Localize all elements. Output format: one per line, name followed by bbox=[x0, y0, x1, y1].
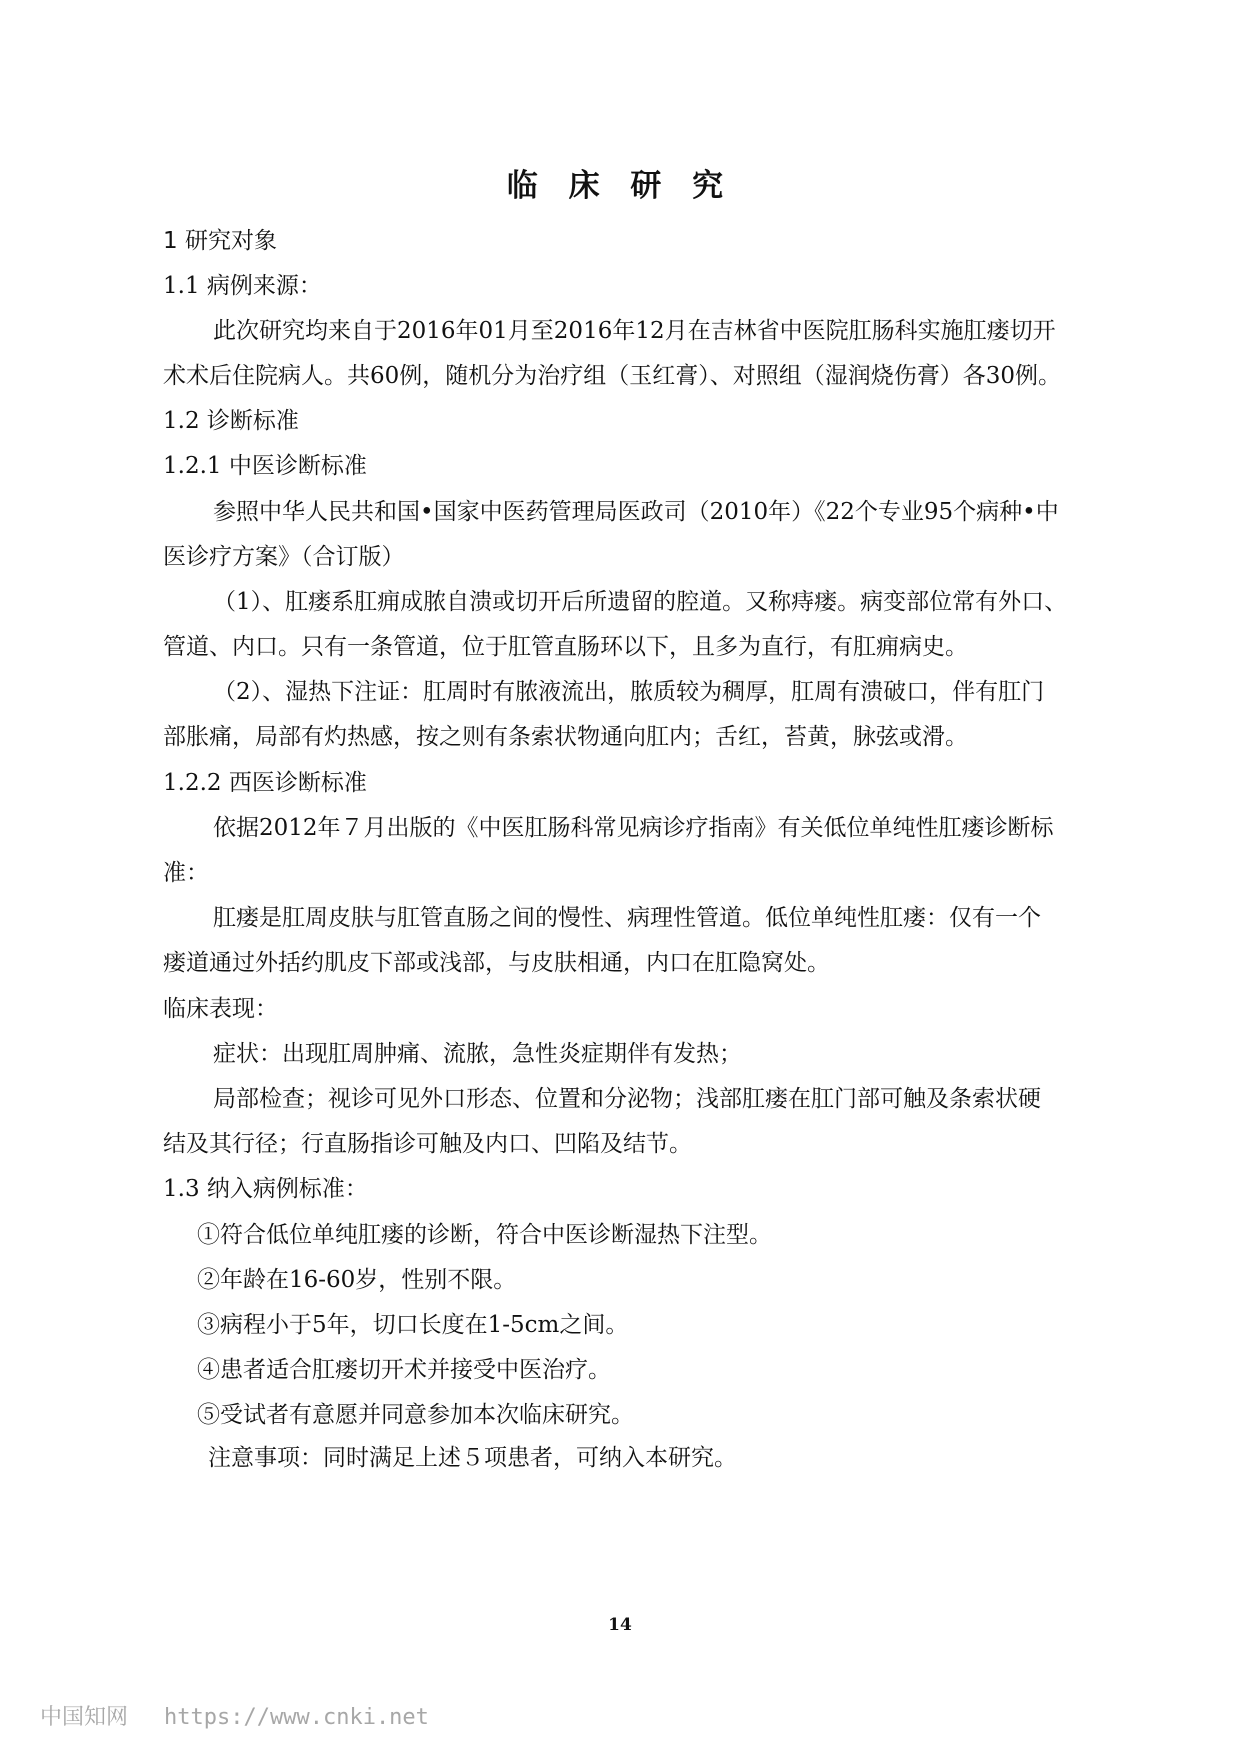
paragraph-line: 部胀痛，局部有灼热感，按之则有条索状物通向肛内；舌红，苔黄，脉弦或滑。 bbox=[163, 724, 968, 750]
label-line: 临床表现： bbox=[163, 996, 278, 1022]
cnki-watermark bbox=[40, 1700, 465, 1731]
paragraph-line: 结及其行径；行直肠指诊可触及内口、凹陷及结节。 bbox=[163, 1131, 692, 1157]
watermark-url: https://www.cnki.net bbox=[164, 1705, 429, 1730]
paragraph-line: 依据2012年７月出版的《中医肛肠科常见病诊疗指南》有关低位单纯性肛瘘诊断标 bbox=[213, 815, 1054, 841]
list-item: ②年龄在16-60岁，性别不限。 bbox=[197, 1267, 517, 1293]
paragraph-line: 肛瘘是肛周皮肤与肛管直肠之间的慢性、病理性管道。低位单纯性肛瘘：仅有一个 bbox=[213, 905, 1041, 931]
paragraph-line: 瘘道通过外括约肌皮下部或浅部，与皮肤相通，内口在肛隐窝处。 bbox=[163, 950, 830, 976]
paragraph-line: 症状：出现肛周肿痛、流脓，急性炎症期伴有发热； bbox=[213, 1041, 742, 1067]
paragraph-line: （2）、湿热下注证：肛周时有脓液流出，脓质较为稠厚，肛周有溃破口，伴有肛门 bbox=[213, 679, 1045, 705]
subsection-heading-1-1: 1.1 病例来源： bbox=[163, 273, 322, 299]
subsection-heading-1-2: 1.2 诊断标准 bbox=[163, 408, 299, 434]
list-item: ③病程小于5年，切口长度在1-5cm之间。 bbox=[197, 1312, 629, 1338]
note-line: 注意事项：同时满足上述５项患者，可纳入本研究。 bbox=[208, 1445, 737, 1471]
paragraph-line: 参照中华人民共和国•国家中医药管理局医政司（2010年）《22个专业95个病种•中 bbox=[213, 499, 1059, 525]
list-item: ⑤受试者有意愿并同意参加本次临床研究。 bbox=[197, 1402, 634, 1428]
page-title: 临 床 研 究 bbox=[506, 168, 734, 204]
watermark-brand: 中国知网 bbox=[40, 1705, 129, 1730]
page-number: 14 bbox=[608, 1615, 632, 1635]
paragraph-line: 此次研究均来自于2016年01月至2016年12月在吉林省中医院肛肠科实施肛瘘切开 bbox=[213, 318, 1056, 344]
subsection-heading-1-3: 1.3 纳入病例标准： bbox=[163, 1176, 368, 1202]
subsection-heading-1-2-2: 1.2.2 西医诊断标准 bbox=[163, 770, 367, 796]
paragraph-line: 准： bbox=[163, 860, 209, 886]
paragraph-line: 医诊疗方案》（合订版） bbox=[163, 544, 405, 570]
section-heading-1: 1 研究对象 bbox=[163, 228, 277, 254]
list-item: ④患者适合肛瘘切开术并接受中医治疗。 bbox=[197, 1357, 611, 1383]
paragraph-line: 管道、内口。只有一条管道，位于肛管直肠环以下，且多为直行，有肛痈病史。 bbox=[163, 634, 968, 660]
paragraph-line: 术术后住院病人。共60例，随机分为治疗组（玉红膏）、对照组（湿润烧伤膏）各30例。 bbox=[163, 363, 1062, 389]
subsection-heading-1-2-1: 1.2.1 中医诊断标准 bbox=[163, 453, 367, 479]
paragraph-line: （1）、肛瘘系肛痈成脓自溃或切开后所遗留的腔道。又称痔瘘。病变部位常有外口、 bbox=[213, 589, 1068, 615]
paragraph-line: 局部检查；视诊可见外口形态、位置和分泌物；浅部肛瘘在肛门部可触及条索状硬 bbox=[213, 1086, 1041, 1112]
list-item: ①符合低位单纯肛瘘的诊断，符合中医诊断湿热下注型。 bbox=[197, 1222, 772, 1248]
